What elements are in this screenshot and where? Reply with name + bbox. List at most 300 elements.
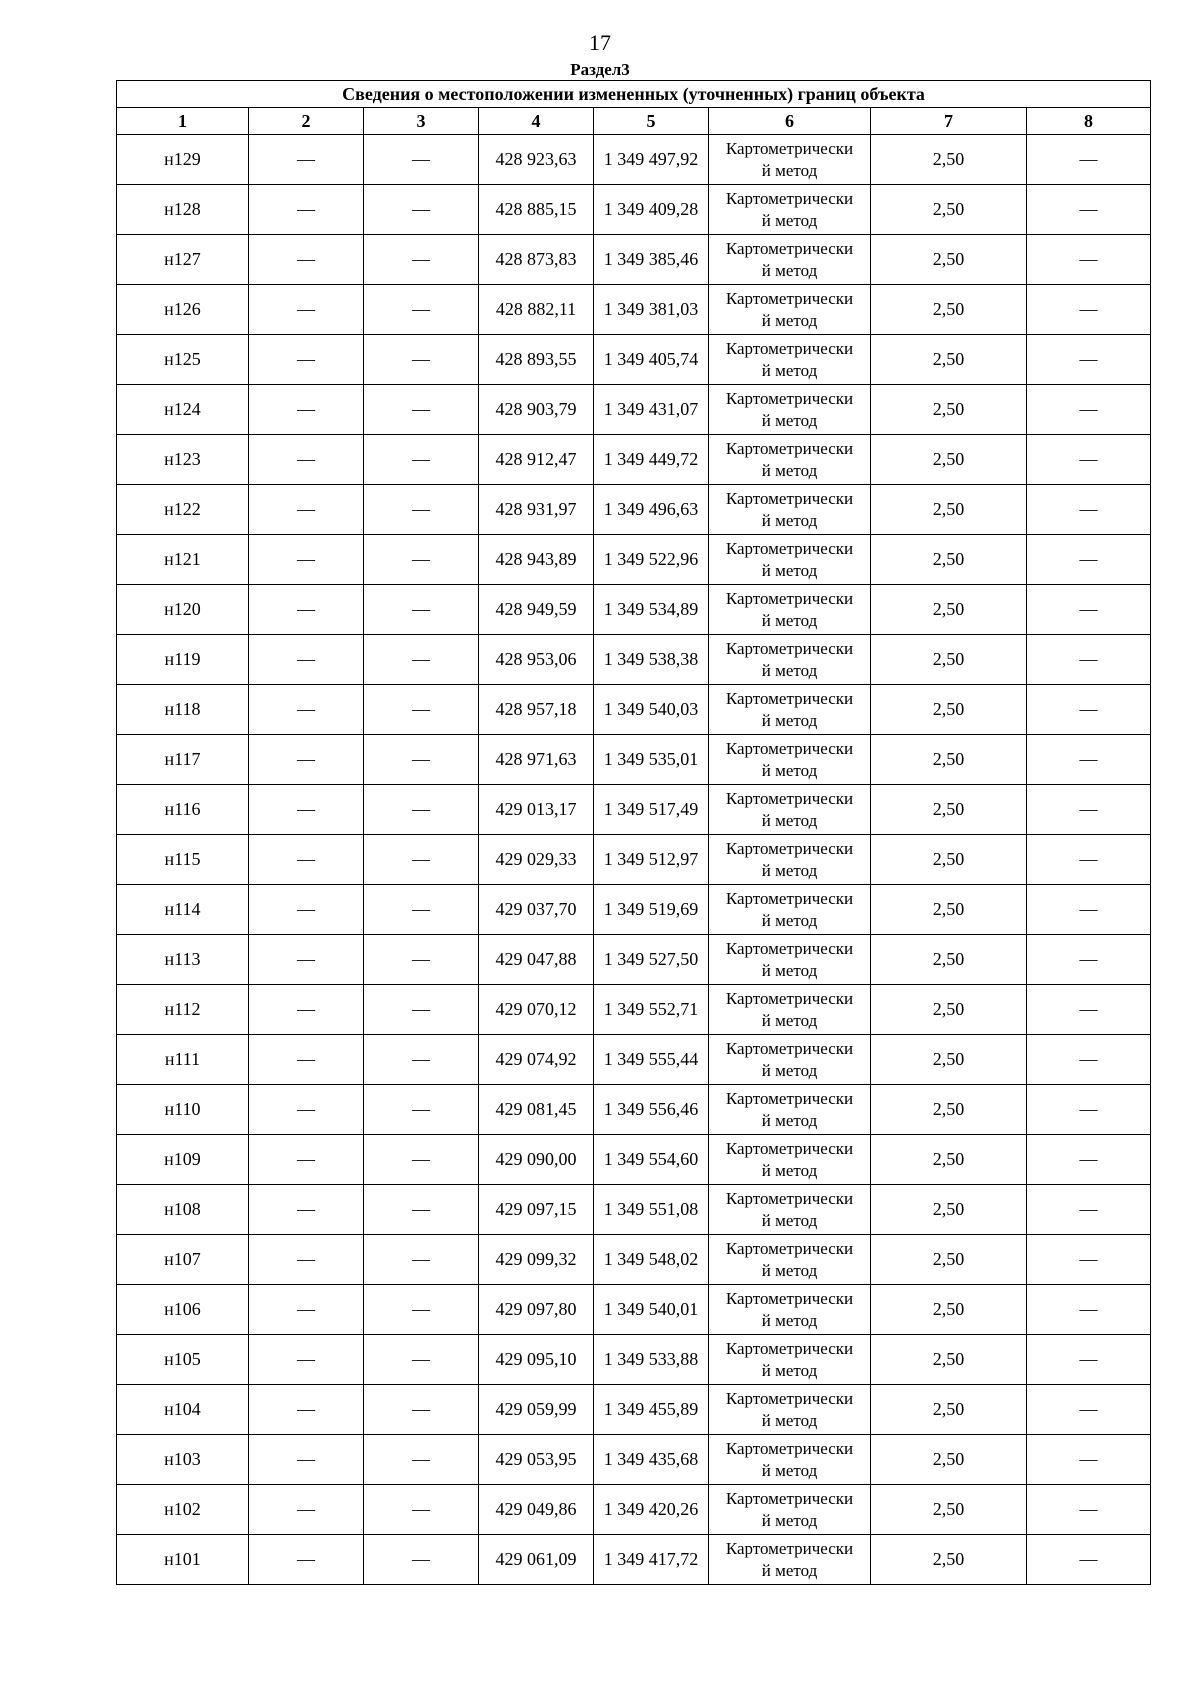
method-cell — [709, 1335, 871, 1385]
y-coordinate-cell: 1 349 552,71 — [594, 985, 709, 1035]
column-8-cell: — — [1027, 985, 1151, 1035]
method-line-2: й метод — [761, 1460, 818, 1480]
accuracy-cell: 2,50 — [871, 235, 1027, 285]
method-cell — [709, 685, 871, 735]
column-8-cell: — — [1027, 1535, 1151, 1585]
accuracy-cell: 2,50 — [871, 285, 1027, 335]
method-line-2: й метод — [761, 460, 818, 480]
column-2-cell: — — [249, 335, 364, 385]
column-number-2: 2 — [249, 108, 364, 135]
table-row — [117, 1535, 1151, 1585]
method-line-2: й метод — [761, 1260, 818, 1280]
point-cell: н120 — [117, 585, 249, 635]
accuracy-cell: 2,50 — [871, 985, 1027, 1035]
column-3-cell: — — [364, 735, 479, 785]
column-3-cell: — — [364, 235, 479, 285]
column-2-cell: — — [249, 235, 364, 285]
y-coordinate-cell: 1 349 556,46 — [594, 1085, 709, 1135]
column-2-cell: — — [249, 1485, 364, 1535]
method-line-1: Картометрически — [725, 1138, 854, 1158]
y-coordinate-cell: 1 349 534,89 — [594, 585, 709, 635]
column-8-cell: — — [1027, 935, 1151, 985]
table-row — [117, 235, 1151, 285]
y-coordinate-cell: 1 349 527,50 — [594, 935, 709, 985]
x-coordinate-cell: 429 095,10 — [479, 1335, 594, 1385]
x-coordinate-cell: 429 074,92 — [479, 1035, 594, 1085]
point-cell: н116 — [117, 785, 249, 835]
x-coordinate-cell: 429 097,15 — [479, 1185, 594, 1235]
table-row — [117, 535, 1151, 585]
method-cell — [709, 1235, 871, 1285]
accuracy-cell: 2,50 — [871, 785, 1027, 835]
point-cell: н112 — [117, 985, 249, 1035]
method-cell — [709, 1485, 871, 1535]
column-8-cell: — — [1027, 435, 1151, 485]
method-line-2: й метод — [761, 960, 818, 980]
x-coordinate-cell: 429 070,12 — [479, 985, 594, 1035]
column-2-cell: — — [249, 585, 364, 635]
column-3-cell: — — [364, 1135, 479, 1185]
method-cell — [709, 1135, 871, 1185]
method-line-1: Картометрически — [725, 688, 854, 708]
method-cell — [709, 1085, 871, 1135]
method-line-2: й метод — [761, 610, 818, 630]
column-3-cell: — — [364, 585, 479, 635]
method-line-1: Картометрически — [725, 1538, 854, 1558]
x-coordinate-cell: 429 037,70 — [479, 885, 594, 935]
method-line-2: й метод — [761, 860, 818, 880]
column-3-cell: — — [364, 1485, 479, 1535]
accuracy-cell: 2,50 — [871, 1085, 1027, 1135]
point-cell: н122 — [117, 485, 249, 535]
x-coordinate-cell: 428 943,89 — [479, 535, 594, 585]
y-coordinate-cell: 1 349 522,96 — [594, 535, 709, 585]
column-3-cell: — — [364, 1235, 479, 1285]
column-3-cell: — — [364, 985, 479, 1035]
method-cell — [709, 1035, 871, 1085]
column-2-cell: — — [249, 435, 364, 485]
method-cell — [709, 1535, 871, 1585]
column-3-cell: — — [364, 1435, 479, 1485]
y-coordinate-cell: 1 349 417,72 — [594, 1535, 709, 1585]
table-body — [117, 135, 1151, 1585]
method-line-2: й метод — [761, 260, 818, 280]
column-2-cell: — — [249, 1235, 364, 1285]
x-coordinate-cell: 429 013,17 — [479, 785, 594, 835]
method-line-1: Картометрически — [725, 988, 854, 1008]
method-line-1: Картометрически — [725, 938, 854, 958]
x-coordinate-cell: 428 885,15 — [479, 185, 594, 235]
section-label: Раздел3 — [570, 60, 630, 79]
accuracy-cell: 2,50 — [871, 735, 1027, 785]
column-3-cell: — — [364, 185, 479, 235]
accuracy-cell: 2,50 — [871, 635, 1027, 685]
column-3-cell: — — [364, 385, 479, 435]
y-coordinate-cell: 1 349 496,63 — [594, 485, 709, 535]
column-8-cell: — — [1027, 285, 1151, 335]
table-row — [117, 1335, 1151, 1385]
table-row — [117, 335, 1151, 385]
x-coordinate-cell: 428 953,06 — [479, 635, 594, 685]
method-line-1: Картометрически — [725, 388, 854, 408]
method-line-2: й метод — [761, 1560, 818, 1580]
table-row — [117, 1435, 1151, 1485]
column-2-cell: — — [249, 1085, 364, 1135]
accuracy-cell: 2,50 — [871, 535, 1027, 585]
column-3-cell: — — [364, 1535, 479, 1585]
x-coordinate-cell: 429 059,99 — [479, 1385, 594, 1435]
y-coordinate-cell: 1 349 519,69 — [594, 885, 709, 935]
point-cell: н123 — [117, 435, 249, 485]
x-coordinate-cell: 428 923,63 — [479, 135, 594, 185]
column-3-cell: — — [364, 285, 479, 335]
column-2-cell: — — [249, 1385, 364, 1435]
accuracy-cell: 2,50 — [871, 1535, 1027, 1585]
point-cell: н102 — [117, 1485, 249, 1535]
column-2-cell: — — [249, 785, 364, 835]
point-cell: н109 — [117, 1135, 249, 1185]
x-coordinate-cell: 428 971,63 — [479, 735, 594, 785]
point-cell: н105 — [117, 1335, 249, 1385]
table-row — [117, 385, 1151, 435]
method-line-2: й метод — [761, 910, 818, 930]
x-coordinate-cell: 429 049,86 — [479, 1485, 594, 1535]
point-cell: н101 — [117, 1535, 249, 1585]
y-coordinate-cell: 1 349 449,72 — [594, 435, 709, 485]
method-line-1: Картометрически — [725, 238, 854, 258]
point-cell: н125 — [117, 335, 249, 385]
method-line-1: Картометрически — [725, 1488, 854, 1508]
column-number-6: 6 — [709, 108, 871, 135]
method-line-1: Картометрически — [725, 838, 854, 858]
method-cell — [709, 285, 871, 335]
column-2-cell: — — [249, 1135, 364, 1185]
point-cell: н103 — [117, 1435, 249, 1485]
column-2-cell: — — [249, 185, 364, 235]
column-3-cell: — — [364, 935, 479, 985]
point-cell: н126 — [117, 285, 249, 335]
x-coordinate-cell: 429 097,80 — [479, 1285, 594, 1335]
column-3-cell: — — [364, 1035, 479, 1085]
point-cell: н115 — [117, 835, 249, 885]
method-line-2: й метод — [761, 1310, 818, 1330]
method-cell — [709, 785, 871, 835]
table-row — [117, 1185, 1151, 1235]
table-row — [117, 685, 1151, 735]
column-8-cell: — — [1027, 735, 1151, 785]
column-2-cell: — — [249, 735, 364, 785]
accuracy-cell: 2,50 — [871, 885, 1027, 935]
column-8-cell: — — [1027, 485, 1151, 535]
method-cell — [709, 1385, 871, 1435]
y-coordinate-cell: 1 349 381,03 — [594, 285, 709, 335]
x-coordinate-cell: 429 081,45 — [479, 1085, 594, 1135]
table-row — [117, 435, 1151, 485]
accuracy-cell: 2,50 — [871, 135, 1027, 185]
method-line-1: Картометрически — [725, 138, 854, 158]
accuracy-cell: 2,50 — [871, 835, 1027, 885]
point-cell: н104 — [117, 1385, 249, 1435]
method-cell — [709, 1435, 871, 1485]
method-line-2: й метод — [761, 1210, 818, 1230]
method-line-2: й метод — [761, 1060, 818, 1080]
method-cell — [709, 235, 871, 285]
method-line-1: Картометрически — [725, 1388, 854, 1408]
column-3-cell: — — [364, 535, 479, 585]
column-8-cell: — — [1027, 1035, 1151, 1085]
point-cell: н121 — [117, 535, 249, 585]
method-cell — [709, 935, 871, 985]
method-line-1: Картометрически — [725, 188, 854, 208]
method-line-1: Картометрически — [725, 1038, 854, 1058]
x-coordinate-cell: 428 893,55 — [479, 335, 594, 385]
x-coordinate-cell: 428 882,11 — [479, 285, 594, 335]
column-8-cell: — — [1027, 185, 1151, 235]
method-line-2: й метод — [761, 710, 818, 730]
column-number-8: 8 — [1027, 108, 1151, 135]
x-coordinate-cell: 428 931,97 — [479, 485, 594, 535]
column-number-row — [117, 108, 1151, 135]
method-line-1: Картометрически — [725, 538, 854, 558]
y-coordinate-cell: 1 349 405,74 — [594, 335, 709, 385]
column-8-cell: — — [1027, 385, 1151, 435]
table-row — [117, 735, 1151, 785]
y-coordinate-cell: 1 349 420,26 — [594, 1485, 709, 1535]
y-coordinate-cell: 1 349 551,08 — [594, 1185, 709, 1235]
table-row — [117, 935, 1151, 985]
method-line-1: Картометрически — [725, 1088, 854, 1108]
method-cell — [709, 885, 871, 935]
method-cell — [709, 435, 871, 485]
method-cell — [709, 185, 871, 235]
column-8-cell: — — [1027, 1135, 1151, 1185]
column-2-cell: — — [249, 1435, 364, 1485]
accuracy-cell: 2,50 — [871, 1435, 1027, 1485]
method-cell — [709, 835, 871, 885]
table-title: Сведения о местоположении измененных (уточненных) границ объекта — [117, 81, 1151, 108]
column-3-cell: — — [364, 635, 479, 685]
column-3-cell: — — [364, 835, 479, 885]
column-2-cell: — — [249, 885, 364, 935]
column-8-cell: — — [1027, 1185, 1151, 1235]
y-coordinate-cell: 1 349 517,49 — [594, 785, 709, 835]
x-coordinate-cell: 429 053,95 — [479, 1435, 594, 1485]
method-line-1: Картометрически — [725, 1338, 854, 1358]
column-8-cell: — — [1027, 135, 1151, 185]
method-line-2: й метод — [761, 310, 818, 330]
page-number: 17 — [589, 30, 611, 55]
column-2-cell: — — [249, 385, 364, 435]
column-3-cell: — — [364, 335, 479, 385]
column-2-cell: — — [249, 485, 364, 535]
column-3-cell: — — [364, 1085, 479, 1135]
x-coordinate-cell: 429 047,88 — [479, 935, 594, 985]
x-coordinate-cell: 428 949,59 — [479, 585, 594, 635]
table-row — [117, 1235, 1151, 1285]
column-number-1: 1 — [117, 108, 249, 135]
accuracy-cell: 2,50 — [871, 185, 1027, 235]
point-cell: н106 — [117, 1285, 249, 1335]
accuracy-cell: 2,50 — [871, 935, 1027, 985]
column-2-cell: — — [249, 935, 364, 985]
column-8-cell: — — [1027, 585, 1151, 635]
x-coordinate-cell: 429 099,32 — [479, 1235, 594, 1285]
table-row — [117, 835, 1151, 885]
method-cell — [709, 485, 871, 535]
column-3-cell: — — [364, 885, 479, 935]
method-line-2: й метод — [761, 1160, 818, 1180]
method-line-2: й метод — [761, 660, 818, 680]
method-line-1: Картометрически — [725, 1188, 854, 1208]
column-8-cell: — — [1027, 1235, 1151, 1285]
column-2-cell: — — [249, 1285, 364, 1335]
column-2-cell: — — [249, 1035, 364, 1085]
column-2-cell: — — [249, 685, 364, 735]
column-2-cell: — — [249, 535, 364, 585]
y-coordinate-cell: 1 349 540,01 — [594, 1285, 709, 1335]
y-coordinate-cell: 1 349 409,28 — [594, 185, 709, 235]
method-cell — [709, 335, 871, 385]
column-8-cell: — — [1027, 635, 1151, 685]
column-2-cell: — — [249, 1185, 364, 1235]
accuracy-cell: 2,50 — [871, 1235, 1027, 1285]
method-cell — [709, 985, 871, 1035]
accuracy-cell: 2,50 — [871, 1035, 1027, 1085]
column-8-cell: — — [1027, 1335, 1151, 1385]
method-line-2: й метод — [761, 760, 818, 780]
x-coordinate-cell: 429 029,33 — [479, 835, 594, 885]
column-8-cell: — — [1027, 885, 1151, 935]
method-cell — [709, 535, 871, 585]
column-number-3: 3 — [364, 108, 479, 135]
column-2-cell: — — [249, 835, 364, 885]
table-row — [117, 285, 1151, 335]
column-2-cell: — — [249, 1535, 364, 1585]
accuracy-cell: 2,50 — [871, 335, 1027, 385]
accuracy-cell: 2,50 — [871, 1485, 1027, 1535]
table-row — [117, 1135, 1151, 1185]
method-cell — [709, 135, 871, 185]
accuracy-cell: 2,50 — [871, 1185, 1027, 1235]
table-row — [117, 135, 1151, 185]
point-cell: н110 — [117, 1085, 249, 1135]
method-cell — [709, 585, 871, 635]
point-cell: н117 — [117, 735, 249, 785]
point-cell: н118 — [117, 685, 249, 735]
method-line-1: Картометрически — [725, 888, 854, 908]
column-8-cell: — — [1027, 1485, 1151, 1535]
column-8-cell: — — [1027, 785, 1151, 835]
point-cell: н111 — [117, 1035, 249, 1085]
method-line-2: й метод — [761, 410, 818, 430]
table-row — [117, 785, 1151, 835]
column-8-cell: — — [1027, 1435, 1151, 1485]
method-cell — [709, 1285, 871, 1335]
table-row — [117, 1385, 1151, 1435]
method-cell — [709, 635, 871, 685]
point-cell: н128 — [117, 185, 249, 235]
y-coordinate-cell: 1 349 435,68 — [594, 1435, 709, 1485]
x-coordinate-cell: 428 903,79 — [479, 385, 594, 435]
y-coordinate-cell: 1 349 431,07 — [594, 385, 709, 435]
method-line-2: й метод — [761, 1360, 818, 1380]
x-coordinate-cell: 428 912,47 — [479, 435, 594, 485]
y-coordinate-cell: 1 349 533,88 — [594, 1335, 709, 1385]
y-coordinate-cell: 1 349 555,44 — [594, 1035, 709, 1085]
table-row — [117, 485, 1151, 535]
method-line-1: Картометрически — [725, 638, 854, 658]
method-cell — [709, 385, 871, 435]
y-coordinate-cell: 1 349 548,02 — [594, 1235, 709, 1285]
table-row — [117, 585, 1151, 635]
table-row — [117, 635, 1151, 685]
method-cell — [709, 1185, 871, 1235]
accuracy-cell: 2,50 — [871, 585, 1027, 635]
column-3-cell: — — [364, 435, 479, 485]
accuracy-cell: 2,50 — [871, 1385, 1027, 1435]
method-line-1: Картометрически — [725, 438, 854, 458]
method-line-2: й метод — [761, 210, 818, 230]
y-coordinate-cell: 1 349 455,89 — [594, 1385, 709, 1435]
column-3-cell: — — [364, 485, 479, 535]
point-cell: н113 — [117, 935, 249, 985]
column-2-cell: — — [249, 985, 364, 1035]
table-row — [117, 185, 1151, 235]
point-cell: н124 — [117, 385, 249, 435]
table-row — [117, 1485, 1151, 1535]
column-3-cell: — — [364, 685, 479, 735]
method-line-2: й метод — [761, 510, 818, 530]
method-line-2: й метод — [761, 810, 818, 830]
y-coordinate-cell: 1 349 538,38 — [594, 635, 709, 685]
column-3-cell: — — [364, 1385, 479, 1435]
method-line-1: Картометрически — [725, 338, 854, 358]
column-number-5: 5 — [594, 108, 709, 135]
point-cell: н114 — [117, 885, 249, 935]
boundary-table — [116, 80, 1151, 1585]
method-line-2: й метод — [761, 360, 818, 380]
method-line-1: Картометрически — [725, 588, 854, 608]
x-coordinate-cell: 428 957,18 — [479, 685, 594, 735]
method-line-1: Картометрически — [725, 1438, 854, 1458]
y-coordinate-cell: 1 349 535,01 — [594, 735, 709, 785]
column-number-7: 7 — [871, 108, 1027, 135]
column-8-cell: — — [1027, 1085, 1151, 1135]
method-line-1: Картометрически — [725, 288, 854, 308]
column-8-cell: — — [1027, 335, 1151, 385]
column-3-cell: — — [364, 1185, 479, 1235]
method-line-1: Картометрически — [725, 1288, 854, 1308]
point-cell: н119 — [117, 635, 249, 685]
column-2-cell: — — [249, 135, 364, 185]
method-line-1: Картометрически — [725, 788, 854, 808]
accuracy-cell: 2,50 — [871, 685, 1027, 735]
method-line-2: й метод — [761, 560, 818, 580]
column-8-cell: — — [1027, 1385, 1151, 1435]
y-coordinate-cell: 1 349 554,60 — [594, 1135, 709, 1185]
column-2-cell: — — [249, 1335, 364, 1385]
method-cell — [709, 735, 871, 785]
method-line-2: й метод — [761, 1010, 818, 1030]
x-coordinate-cell: 429 090,00 — [479, 1135, 594, 1185]
column-8-cell: — — [1027, 535, 1151, 585]
column-8-cell: — — [1027, 835, 1151, 885]
table-row — [117, 1035, 1151, 1085]
y-coordinate-cell: 1 349 497,92 — [594, 135, 709, 185]
x-coordinate-cell: 429 061,09 — [479, 1535, 594, 1585]
table-row — [117, 1085, 1151, 1135]
method-line-1: Картометрически — [725, 488, 854, 508]
